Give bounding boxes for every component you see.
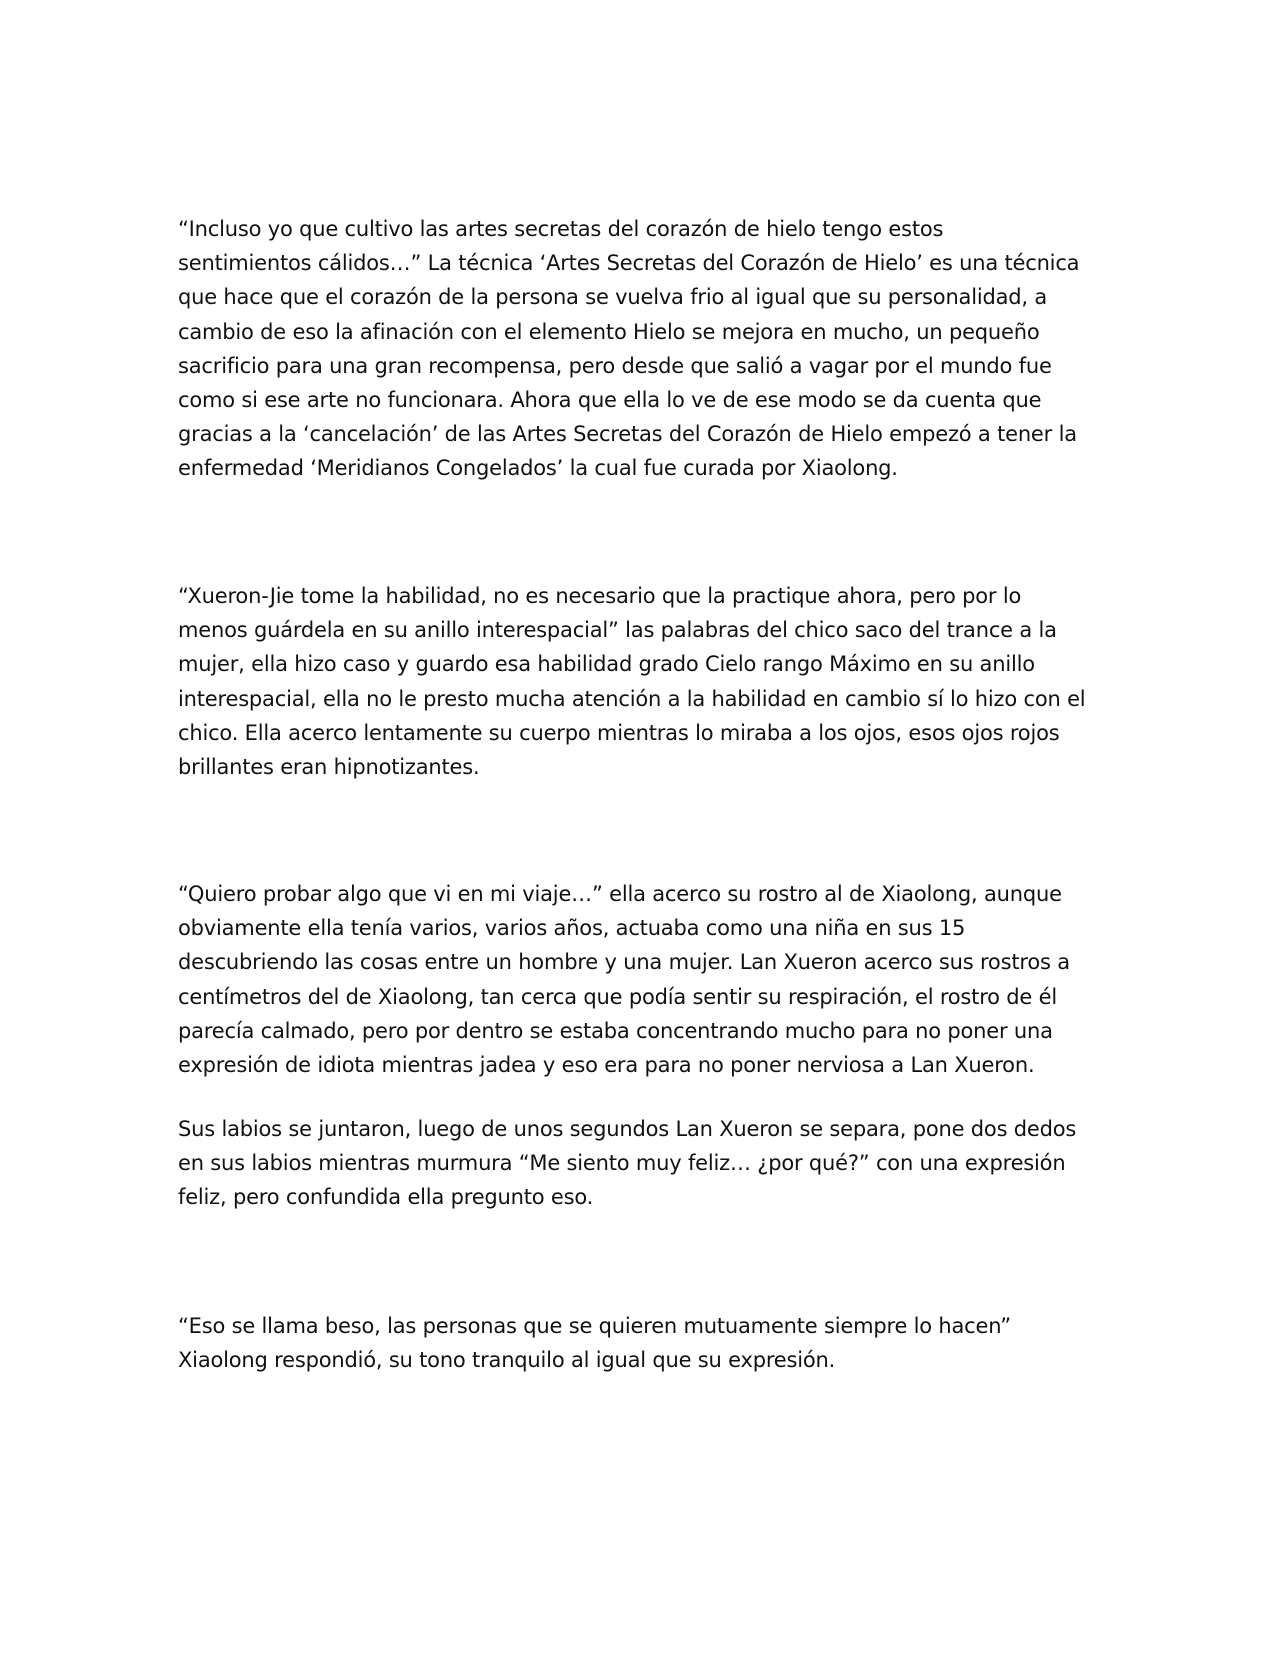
paragraph-line: mujer, ella hizo caso y guardo esa habilidad grado Cielo rango Máximo en su anillo <box>178 652 1035 677</box>
paragraph-line: que hace que el corazón de la persona se vuelva frio al igual que su personalidad, a <box>178 285 1048 310</box>
paragraph-line: en sus labios mientras murmura “Me siento muy feliz… ¿por qué?” con una expresión <box>178 1151 1066 1176</box>
paragraph-5 <box>178 1309 1108 1377</box>
paragraph-3 <box>178 877 1108 1082</box>
paragraph-line: Sus labios se juntaron, luego de unos segundos Lan Xueron se separa, pone dos dedos <box>178 1117 1077 1141</box>
paragraph-line: como si ese arte no funcionara. Ahora que ella lo ve de ese modo se da cuenta que <box>178 388 1042 413</box>
paragraph-line: Xiaolong respondió, su tono tranquilo al igual que su expresión. <box>178 1348 836 1373</box>
paragraph-line: feliz, pero confundida ella pregunto eso. <box>178 1185 594 1210</box>
paragraph-line: “Xueron-Jie tome la habilidad, no es necesario que la practique ahora, pero por lo <box>178 584 1022 608</box>
paragraph-line: descubriendo las cosas entre un hombre y una mujer. Lan Xueron acerco sus rostros a <box>178 950 1070 975</box>
paragraph-line: sentimientos cálidos…” La técnica ‘Artes Secretas del Corazón de Hielo’ es una técnica <box>178 251 1080 276</box>
paragraph-line: expresión de idiota mientras jadea y eso era para no poner nerviosa a Lan Xueron. <box>178 1053 1035 1078</box>
paragraph-line: “Eso se llama beso, las personas que se quieren mutuamente siempre lo hacen” <box>178 1314 1011 1338</box>
paragraph-line: cambio de eso la afinación con el elemento Hielo se mejora en mucho, un pequeño <box>178 319 1040 344</box>
paragraph-line: parecía calmado, pero por dentro se estaba concentrando mucho para no poner una <box>178 1018 1053 1043</box>
paragraph-line: interespacial, ella no le presto mucha atención a la habilidad en cambio sí lo hizo con el <box>178 686 1086 711</box>
paragraph-line: menos guárdela en su anillo interespacial” las palabras del chico saco del trance a la <box>178 618 1057 643</box>
paragraph-line: “Incluso yo que cultivo las artes secretas del corazón de hielo tengo estos <box>178 217 944 241</box>
paragraph-2 <box>178 579 1108 784</box>
paragraph-1 <box>178 212 1108 486</box>
paragraph-line: obviamente ella tenía varios, varios años, actuaba como una niña en sus 15 <box>178 916 966 941</box>
paragraph-line: sacrificio para una gran recompensa, pero desde que salió a vagar por el mundo fue <box>178 353 1052 378</box>
paragraph-line: “Quiero probar algo que vi en mi viaje…” ella acerco su rostro al de Xiaolong, aunque <box>178 882 1062 906</box>
paragraph-line: enfermedad ‘Meridianos Congelados’ la cual fue curada por Xiaolong. <box>178 456 898 481</box>
paragraph-4 <box>178 1112 1108 1215</box>
paragraph-line: brillantes eran hipnotizantes. <box>178 755 480 780</box>
paragraph-line: gracias a la ‘cancelación’ de las Artes Secretas del Corazón de Hielo empezó a tener la <box>178 422 1077 447</box>
paragraph-line: centímetros del de Xiaolong, tan cerca que podía sentir su respiración, el rostro de él <box>178 984 1057 1009</box>
paragraph-line: chico. Ella acerco lentamente su cuerpo mientras lo miraba a los ojos, esos ojos rojos <box>178 720 1060 745</box>
